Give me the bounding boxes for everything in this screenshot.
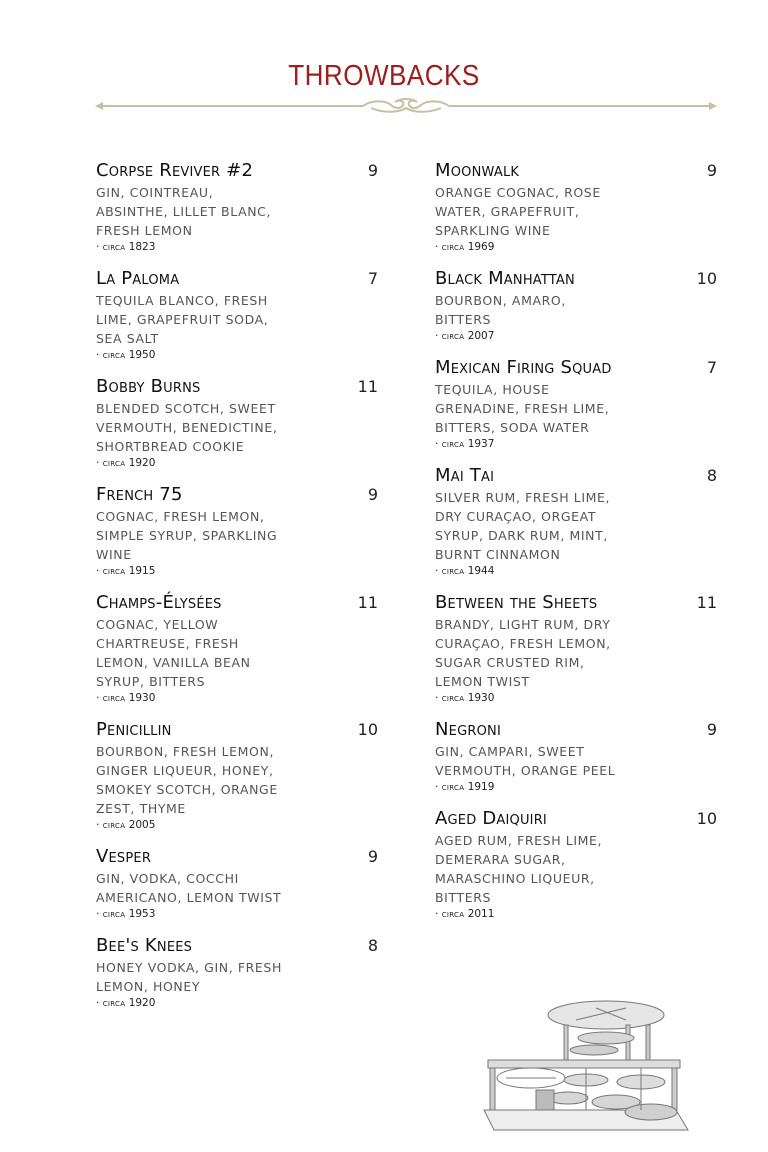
item-description: BOURBON, FRESH LEMON, GINGER LIQUEUR, HONEY, SMOKEY SCOTCH, ORANGE ZEST, THYME xyxy=(96,744,278,816)
item-name: Champs-Élysées xyxy=(96,592,222,613)
item-circa: · circa 1944 xyxy=(435,565,495,577)
item-price: 9 xyxy=(367,485,378,504)
item-circa: · circa 1920 xyxy=(96,457,156,469)
menu-item xyxy=(96,846,378,921)
item-circa: · circa 1950 xyxy=(96,349,156,361)
item-description: AGED RUM, FRESH LIME, DEMERARA SUGAR, MARASCHINO LIQUEUR, BITTERS xyxy=(435,833,603,905)
item-price: 8 xyxy=(706,466,717,485)
item-name: La Paloma xyxy=(96,268,180,289)
item-price: 9 xyxy=(706,161,717,180)
item-description: TEQUILA, HOUSE GRENADINE, FRESH LIME, BITTERS, SODA WATER xyxy=(435,382,610,435)
menu-item xyxy=(435,719,717,794)
item-description: GIN, CAMPARI, SWEET VERMOUTH, ORANGE PEEL xyxy=(435,744,616,778)
item-name: Penicillin xyxy=(96,719,172,740)
item-description: COGNAC, FRESH LEMON, SIMPLE SYRUP, SPARKLING WINE xyxy=(96,509,278,562)
item-description: GIN, VODKA, COCCHI AMERICANO, LEMON TWIST xyxy=(96,871,282,905)
item-price: 9 xyxy=(706,720,717,739)
menu-item xyxy=(96,935,378,1010)
item-circa: · circa 1919 xyxy=(435,781,495,793)
menu-item xyxy=(435,357,717,451)
item-name: Aged Daiquiri xyxy=(435,808,547,829)
item-name: Mai Tai xyxy=(435,465,495,486)
item-description: GIN, COINTREAU, ABSINTHE, LILLET BLANC, FRESH LEMON xyxy=(96,185,272,238)
item-circa: · circa 2007 xyxy=(435,330,495,342)
item-price: 10 xyxy=(696,809,717,828)
menu-item xyxy=(435,268,717,343)
item-circa: · circa 2011 xyxy=(435,908,495,920)
item-circa: · circa 1823 xyxy=(96,241,156,253)
ornamental-divider-icon xyxy=(95,96,717,116)
item-price: 11 xyxy=(357,377,378,396)
item-name: French 75 xyxy=(96,484,183,505)
menu-item xyxy=(96,719,378,832)
item-price: 10 xyxy=(357,720,378,739)
item-name: Vesper xyxy=(96,846,152,867)
item-price: 10 xyxy=(696,269,717,288)
item-description: HONEY VODKA, GIN, FRESH LEMON, HONEY xyxy=(96,960,282,994)
item-price: 7 xyxy=(367,269,378,288)
clockwork-machine-engraving-icon xyxy=(476,990,696,1140)
item-circa: · circa 2005 xyxy=(96,819,156,831)
item-circa: · circa 1930 xyxy=(435,692,495,704)
menu-item xyxy=(96,376,378,470)
menu-column-right xyxy=(435,160,717,935)
menu-item xyxy=(96,268,378,362)
menu-item xyxy=(435,160,717,254)
item-description: TEQUILA BLANCO, FRESH LIME, GRAPEFRUIT SODA, SEA SALT xyxy=(96,293,269,346)
item-name: Black Manhattan xyxy=(435,268,575,289)
item-price: 11 xyxy=(696,593,717,612)
item-description: BOURBON, AMARO, BITTERS xyxy=(435,293,566,327)
menu-item xyxy=(96,484,378,578)
item-name: Bobby Burns xyxy=(96,376,201,397)
item-price: 8 xyxy=(367,936,378,955)
item-name: Between the Sheets xyxy=(435,592,598,613)
menu-item xyxy=(96,160,378,254)
item-name: Mexican Firing Squad xyxy=(435,357,612,378)
menu-item xyxy=(435,465,717,578)
menu-item xyxy=(435,808,717,921)
item-name: Moonwalk xyxy=(435,160,520,181)
item-description: SILVER RUM, FRESH LIME, DRY CURAÇAO, ORGEAT SYRUP, DARK RUM, MINT, BURNT CINNAMON xyxy=(435,490,611,562)
item-name: Corpse Reviver #2 xyxy=(96,160,254,181)
menu-item xyxy=(96,592,378,705)
item-price: 11 xyxy=(357,593,378,612)
item-description: BLENDED SCOTCH, SWEET VERMOUTH, BENEDICTINE, SHORTBREAD COOKIE xyxy=(96,401,278,454)
item-name: Bee's Knees xyxy=(96,935,193,956)
item-name: Negroni xyxy=(435,719,501,740)
menu-item xyxy=(435,592,717,705)
item-circa: · circa 1953 xyxy=(96,908,156,920)
item-price: 7 xyxy=(706,358,717,377)
page-title: THROWBACKS xyxy=(288,60,480,92)
item-price: 9 xyxy=(367,847,378,866)
item-description: ORANGE COGNAC, ROSE WATER, GRAPEFRUIT, SPARKLING WINE xyxy=(435,185,601,238)
item-circa: · circa 1937 xyxy=(435,438,495,450)
item-price: 9 xyxy=(367,161,378,180)
item-circa: · circa 1969 xyxy=(435,241,495,253)
item-description: COGNAC, YELLOW CHARTREUSE, FRESH LEMON, VANILLA BEAN SYRUP, BITTERS xyxy=(96,617,251,689)
item-circa: · circa 1915 xyxy=(96,565,156,577)
item-circa: · circa 1920 xyxy=(96,997,156,1009)
item-description: BRANDY, LIGHT RUM, DRY CURAÇAO, FRESH LEMON, SUGAR CRUSTED RIM, LEMON TWIST xyxy=(435,617,611,689)
menu-column-left xyxy=(96,160,378,1024)
item-circa: · circa 1930 xyxy=(96,692,156,704)
